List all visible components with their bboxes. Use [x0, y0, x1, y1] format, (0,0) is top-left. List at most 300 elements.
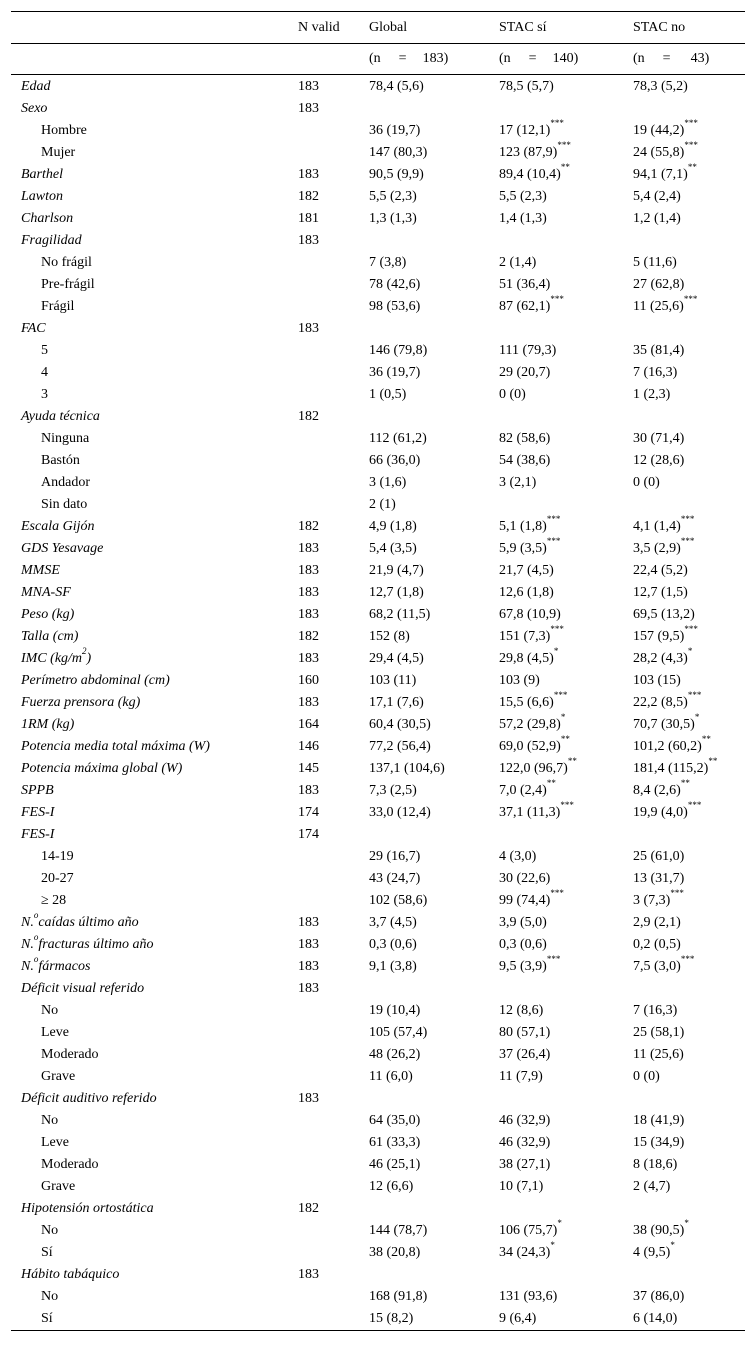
global-value: 102 (58,6) — [369, 893, 428, 908]
label-text: N. — [21, 937, 34, 952]
header-n-valid: N valid — [298, 20, 340, 35]
variable-label — [11, 824, 298, 846]
stac-no-value: 30 (71,4) — [633, 431, 685, 446]
global-cell — [369, 538, 499, 560]
stac-no-cell — [633, 1000, 745, 1022]
stac-si-cell — [499, 1286, 633, 1308]
stac-si-value: 111 (79,3) — [499, 343, 557, 358]
global-cell — [369, 296, 499, 318]
category-label — [11, 846, 298, 868]
table-row — [11, 428, 745, 450]
category-label — [11, 1286, 298, 1308]
global-cell — [369, 670, 499, 692]
stac-si-value: 5,9 (3,5) — [499, 541, 547, 556]
global-value: 60,4 (30,5) — [369, 717, 431, 732]
stac-no-cell — [633, 1176, 745, 1198]
n-valid-cell — [298, 736, 369, 758]
n-valid-cell — [298, 1132, 369, 1154]
global-cell — [369, 230, 499, 252]
n-valid-value: 183 — [298, 915, 319, 930]
label-text: Hipotensión ortostática — [21, 1201, 154, 1216]
label-text: 5 — [41, 343, 48, 358]
stac-si-value: 67,8 (10,9) — [499, 607, 561, 622]
significance-marker: ** — [560, 734, 570, 745]
label-text: Déficit auditivo referido — [21, 1091, 157, 1106]
header-n-stac-si: (n = 140) — [499, 51, 579, 66]
category-label — [11, 1308, 298, 1331]
stac-no-cell — [633, 912, 745, 934]
stac-si-value: 21,7 (4,5) — [499, 563, 554, 578]
stac-no-value: 7,5 (3,0) — [633, 959, 681, 974]
global-cell — [369, 120, 499, 142]
variable-label — [11, 516, 298, 538]
n-valid-cell — [298, 1110, 369, 1132]
global-cell — [369, 362, 499, 384]
stac-si-value: 37,1 (11,3) — [499, 805, 561, 820]
n-value: 183 — [422, 51, 444, 66]
stac-no-cell — [633, 736, 745, 758]
stac-no-value: 0,2 (0,5) — [633, 937, 681, 952]
stac-si-value: 38 (27,1) — [499, 1157, 551, 1172]
stac-no-cell — [633, 648, 745, 670]
stac-no-value: 8,4 (2,6) — [633, 783, 681, 798]
global-value: 9,1 (3,8) — [369, 959, 417, 974]
n-valid-cell — [298, 252, 369, 274]
stac-si-cell — [499, 934, 633, 956]
significance-marker: *** — [560, 800, 574, 811]
table-row — [11, 208, 745, 230]
stac-no-value: 4 (9,5) — [633, 1245, 671, 1260]
stac-no-value: 1,2 (1,4) — [633, 211, 681, 226]
stac-si-cell — [499, 1242, 633, 1264]
n-valid-value: 183 — [298, 695, 319, 710]
n-valid-value: 183 — [298, 233, 319, 248]
stac-si-cell — [499, 75, 633, 99]
table-row — [11, 1154, 745, 1176]
variable-label — [11, 230, 298, 252]
n-valid-value: 183 — [298, 101, 319, 116]
stac-si-cell — [499, 406, 633, 428]
stac-si-cell — [499, 450, 633, 472]
label-superscript: o — [33, 910, 39, 921]
global-value: 5,4 (3,5) — [369, 541, 417, 556]
label-text: Talla (cm) — [21, 629, 79, 644]
global-cell — [369, 692, 499, 714]
significance-marker: *** — [684, 140, 698, 151]
stac-si-cell — [499, 1044, 633, 1066]
n-valid-value: 181 — [298, 211, 319, 226]
stac-si-value: 30 (22,6) — [499, 871, 551, 886]
stac-no-cell — [633, 1286, 745, 1308]
table-row — [11, 538, 745, 560]
global-cell — [369, 428, 499, 450]
stac-no-value: 5 (11,6) — [633, 255, 677, 270]
label-superscript: 2 — [82, 646, 87, 657]
stac-no-value: 25 (58,1) — [633, 1025, 685, 1040]
variable-label — [11, 626, 298, 648]
stac-no-value: 0 (0) — [633, 1069, 660, 1084]
table-row — [11, 472, 745, 494]
stac-no-value: 12 (28,6) — [633, 453, 685, 468]
label-text: MNA-SF — [21, 585, 71, 600]
global-cell — [369, 1176, 499, 1198]
stac-si-cell — [499, 362, 633, 384]
variable-label — [11, 692, 298, 714]
n-valid-cell — [298, 340, 369, 362]
stac-no-value: 11 (25,6) — [633, 1047, 684, 1062]
variable-label — [11, 956, 298, 978]
stac-si-cell — [499, 164, 633, 186]
stac-no-cell — [633, 714, 745, 736]
n-label: n — [503, 51, 511, 66]
label-text-after: ) — [86, 651, 92, 666]
label-text: GDS Yesavage — [21, 541, 104, 556]
global-cell — [369, 1308, 499, 1331]
n-valid-cell — [298, 1066, 369, 1088]
significance-marker: *** — [683, 294, 698, 305]
n-valid-cell — [298, 890, 369, 912]
label-text: 1RM (kg) — [21, 717, 75, 732]
n-valid-cell — [298, 164, 369, 186]
table-row — [11, 626, 745, 648]
variable-label — [11, 98, 298, 120]
variable-label — [11, 318, 298, 340]
stac-no-value: 22,2 (8,5) — [633, 695, 688, 710]
stac-no-value: 181,4 (115,2) — [633, 761, 709, 776]
table-row — [11, 780, 745, 802]
stac-si-value: 15,5 (6,6) — [499, 695, 554, 710]
global-cell — [369, 824, 499, 846]
stac-no-value: 28,2 (4,3) — [633, 651, 688, 666]
stac-si-value: 46 (32,9) — [499, 1135, 551, 1150]
category-label — [11, 1176, 298, 1198]
stac-si-value: 12,6 (1,8) — [499, 585, 554, 600]
header-n-stac-no: (n = 43) — [633, 51, 710, 66]
global-value: 0,3 (0,6) — [369, 937, 417, 952]
stac-no-cell — [633, 1154, 745, 1176]
n-valid-value: 146 — [298, 739, 319, 754]
stac-no-cell — [633, 1088, 745, 1110]
category-label — [11, 340, 298, 362]
significance-marker: *** — [687, 800, 702, 811]
variable-label — [11, 802, 298, 824]
label-text: SPPB — [21, 783, 54, 798]
n-valid-cell — [298, 296, 369, 318]
n-valid-cell — [298, 780, 369, 802]
stac-no-value: 15 (34,9) — [633, 1135, 685, 1150]
stac-no-value: 8 (18,6) — [633, 1157, 678, 1172]
table-row — [11, 670, 745, 692]
stac-si-value: 3,9 (5,0) — [499, 915, 547, 930]
global-cell — [369, 956, 499, 978]
stac-no-cell — [633, 758, 745, 780]
global-cell — [369, 846, 499, 868]
global-value: 48 (26,2) — [369, 1047, 421, 1062]
n-value: 140 — [552, 51, 574, 66]
n-valid-cell — [298, 186, 369, 208]
stac-si-cell — [499, 736, 633, 758]
stac-no-cell — [633, 120, 745, 142]
n-valid-cell — [298, 956, 369, 978]
stac-no-cell — [633, 494, 745, 516]
stac-no-value: 103 (15) — [633, 673, 681, 688]
global-value: 12 (6,6) — [369, 1179, 414, 1194]
stac-si-cell — [499, 142, 633, 164]
global-value: 98 (53,6) — [369, 299, 421, 314]
table-row — [11, 1088, 745, 1110]
variable-label — [11, 208, 298, 230]
category-label — [11, 1110, 298, 1132]
n-eq: = — [528, 51, 537, 66]
category-label — [11, 868, 298, 890]
label-text: Hombre — [41, 123, 87, 138]
stac-no-value: 24 (55,8) — [633, 145, 685, 160]
stac-no-cell — [633, 1198, 745, 1220]
stac-no-cell — [633, 560, 745, 582]
stac-no-cell — [633, 1044, 745, 1066]
n-valid-value: 183 — [298, 937, 319, 952]
stac-si-value: 151 (7,3) — [499, 629, 551, 644]
stac-si-value: 37 (26,4) — [499, 1047, 551, 1062]
stac-no-value: 18 (41,9) — [633, 1113, 685, 1128]
stac-no-cell — [633, 1066, 745, 1088]
significance-marker: * — [557, 1218, 562, 1229]
category-label — [11, 384, 298, 406]
stac-no-value: 35 (81,4) — [633, 343, 685, 358]
significance-marker: *** — [687, 690, 702, 701]
n-valid-cell — [298, 714, 369, 736]
stac-si-value: 9,5 (3,9) — [499, 959, 547, 974]
category-label — [11, 1242, 298, 1264]
label-text: Bastón — [41, 453, 80, 468]
table-row — [11, 296, 745, 318]
label-text: Grave — [41, 1069, 76, 1084]
global-value: 3,7 (4,5) — [369, 915, 417, 930]
global-cell — [369, 164, 499, 186]
n-valid-value: 183 — [298, 563, 319, 578]
global-cell — [369, 1066, 499, 1088]
global-cell — [369, 1154, 499, 1176]
stac-si-cell — [499, 582, 633, 604]
global-cell — [369, 1000, 499, 1022]
global-cell — [369, 252, 499, 274]
stac-si-value: 17 (12,1) — [499, 123, 551, 138]
significance-marker: * — [553, 646, 559, 657]
stac-si-value: 57,2 (29,8) — [499, 717, 561, 732]
header-blank — [11, 12, 298, 44]
global-value: 46 (25,1) — [369, 1157, 421, 1172]
table-row — [11, 516, 745, 538]
global-cell — [369, 208, 499, 230]
stac-si-cell — [499, 1220, 633, 1242]
stac-si-value: 51 (36,4) — [499, 277, 551, 292]
label-text: N. — [21, 915, 34, 930]
variable-label — [11, 1088, 298, 1110]
stac-si-cell — [499, 912, 633, 934]
table-row — [11, 230, 745, 252]
global-cell — [369, 648, 499, 670]
significance-marker: * — [687, 646, 693, 657]
label-text: Barthel — [21, 167, 63, 182]
n-valid-cell — [298, 538, 369, 560]
table-row — [11, 75, 745, 99]
stac-no-value: 38 (90,5) — [633, 1223, 685, 1238]
label-text: IMC (kg/m — [21, 651, 83, 666]
table-row — [11, 98, 745, 120]
table-row — [11, 692, 745, 714]
stac-no-value: 101,2 (60,2) — [633, 739, 702, 754]
n-valid-value: 182 — [298, 1201, 319, 1216]
stac-no-value: 6 (14,0) — [633, 1311, 678, 1326]
global-value: 33,0 (12,4) — [369, 805, 431, 820]
stac-no-cell — [633, 1132, 745, 1154]
stac-no-cell — [633, 362, 745, 384]
n-valid-cell — [298, 98, 369, 120]
category-label — [11, 142, 298, 164]
label-text: Pre-frágil — [41, 277, 95, 292]
global-cell — [369, 802, 499, 824]
label-text: Perímetro abdominal (cm) — [21, 673, 170, 688]
stac-si-value: 122,0 (96,7) — [499, 761, 568, 776]
stac-no-cell — [633, 626, 745, 648]
significance-marker: *** — [550, 294, 564, 305]
global-cell — [369, 450, 499, 472]
stac-si-value: 54 (38,6) — [499, 453, 551, 468]
stac-no-value: 94,1 (7,1) — [633, 167, 688, 182]
stac-si-value: 10 (7,1) — [499, 1179, 544, 1194]
variable-label — [11, 75, 298, 99]
n-valid-cell — [298, 1022, 369, 1044]
stac-no-value: 25 (61,0) — [633, 849, 685, 864]
significance-marker: *** — [684, 118, 698, 129]
table-row — [11, 142, 745, 164]
label-text: MMSE — [21, 563, 60, 578]
stac-no-cell — [633, 604, 745, 626]
stac-no-value: 19 (44,2) — [633, 123, 685, 138]
stac-no-cell — [633, 98, 745, 120]
label-text-after: fracturas último año — [38, 937, 154, 952]
global-cell — [369, 406, 499, 428]
stac-si-cell — [499, 1000, 633, 1022]
category-label — [11, 1154, 298, 1176]
table-row — [11, 846, 745, 868]
stac-no-cell — [633, 846, 745, 868]
global-value: 64 (35,0) — [369, 1113, 421, 1128]
stac-si-cell — [499, 296, 633, 318]
global-value: 4,9 (1,8) — [369, 519, 417, 534]
global-value: 90,5 (9,9) — [369, 167, 424, 182]
significance-marker: *** — [550, 624, 564, 635]
variable-label — [11, 582, 298, 604]
stac-si-cell — [499, 538, 633, 560]
global-cell — [369, 934, 499, 956]
n-valid-cell — [298, 758, 369, 780]
stac-si-value: 0,3 (0,6) — [499, 937, 547, 952]
global-cell — [369, 626, 499, 648]
variable-label — [11, 736, 298, 758]
table-row — [11, 956, 745, 978]
stac-si-value: 106 (75,7) — [499, 1223, 558, 1238]
n-valid-cell — [298, 978, 369, 1000]
global-value: 7 (3,8) — [369, 255, 407, 270]
label-text: Hábito tabáquico — [21, 1267, 120, 1282]
global-value: 68,2 (11,5) — [369, 607, 431, 622]
label-text: FAC — [21, 321, 46, 336]
stac-no-cell — [633, 252, 745, 274]
significance-marker: ** — [560, 162, 570, 173]
stac-si-value: 2 (1,4) — [499, 255, 537, 270]
n-valid-cell — [298, 1220, 369, 1242]
global-cell — [369, 560, 499, 582]
category-label — [11, 362, 298, 384]
global-cell — [369, 98, 499, 120]
table-row — [11, 362, 745, 384]
stac-no-value: 22,4 (5,2) — [633, 563, 688, 578]
stac-si-value: 103 (9) — [499, 673, 540, 688]
table-row — [11, 1198, 745, 1220]
stac-no-value: 37 (86,0) — [633, 1289, 685, 1304]
stac-no-value: 3,5 (2,9) — [633, 541, 681, 556]
stac-no-cell — [633, 1264, 745, 1286]
table-row — [11, 758, 745, 780]
table-row — [11, 1000, 745, 1022]
global-value: 21,9 (4,7) — [369, 563, 424, 578]
label-text: Sin dato — [41, 497, 88, 512]
table-row — [11, 714, 745, 736]
table-row — [11, 1066, 745, 1088]
stac-no-value: 1 (2,3) — [633, 387, 671, 402]
n-valid-value: 183 — [298, 607, 319, 622]
n-valid-value: 183 — [298, 1267, 319, 1282]
stac-no-value: 157 (9,5) — [633, 629, 685, 644]
n-valid-cell — [298, 912, 369, 934]
significance-marker: * — [550, 1240, 555, 1251]
variable-label — [11, 648, 298, 670]
stac-no-cell — [633, 340, 745, 362]
n-valid-cell — [298, 1198, 369, 1220]
significance-marker: *** — [550, 888, 564, 899]
stac-si-cell — [499, 956, 633, 978]
stac-si-cell — [499, 208, 633, 230]
stac-no-cell — [633, 956, 745, 978]
stac-no-cell — [633, 538, 745, 560]
global-cell — [369, 890, 499, 912]
significance-marker: *** — [553, 690, 568, 701]
global-value: 38 (20,8) — [369, 1245, 421, 1260]
n-valid-cell — [298, 692, 369, 714]
global-cell — [369, 1198, 499, 1220]
global-cell — [369, 978, 499, 1000]
variable-label — [11, 538, 298, 560]
label-text: Frágil — [41, 299, 75, 314]
category-label — [11, 428, 298, 450]
label-text: No — [41, 1113, 59, 1128]
n-valid-value: 145 — [298, 761, 319, 776]
stac-no-value: 11 (25,6) — [633, 299, 684, 314]
label-text: Escala Gijón — [21, 519, 95, 534]
table-row — [11, 978, 745, 1000]
stac-no-value: 3 (7,3) — [633, 893, 671, 908]
global-value: 105 (57,4) — [369, 1025, 428, 1040]
n-valid-value: 182 — [298, 629, 319, 644]
stac-no-cell — [633, 582, 745, 604]
n-valid-value: 183 — [298, 167, 319, 182]
global-value: 11 (6,0) — [369, 1069, 413, 1084]
significance-marker: *** — [557, 140, 571, 151]
stac-si-cell — [499, 428, 633, 450]
stac-si-cell — [499, 98, 633, 120]
global-cell — [369, 516, 499, 538]
